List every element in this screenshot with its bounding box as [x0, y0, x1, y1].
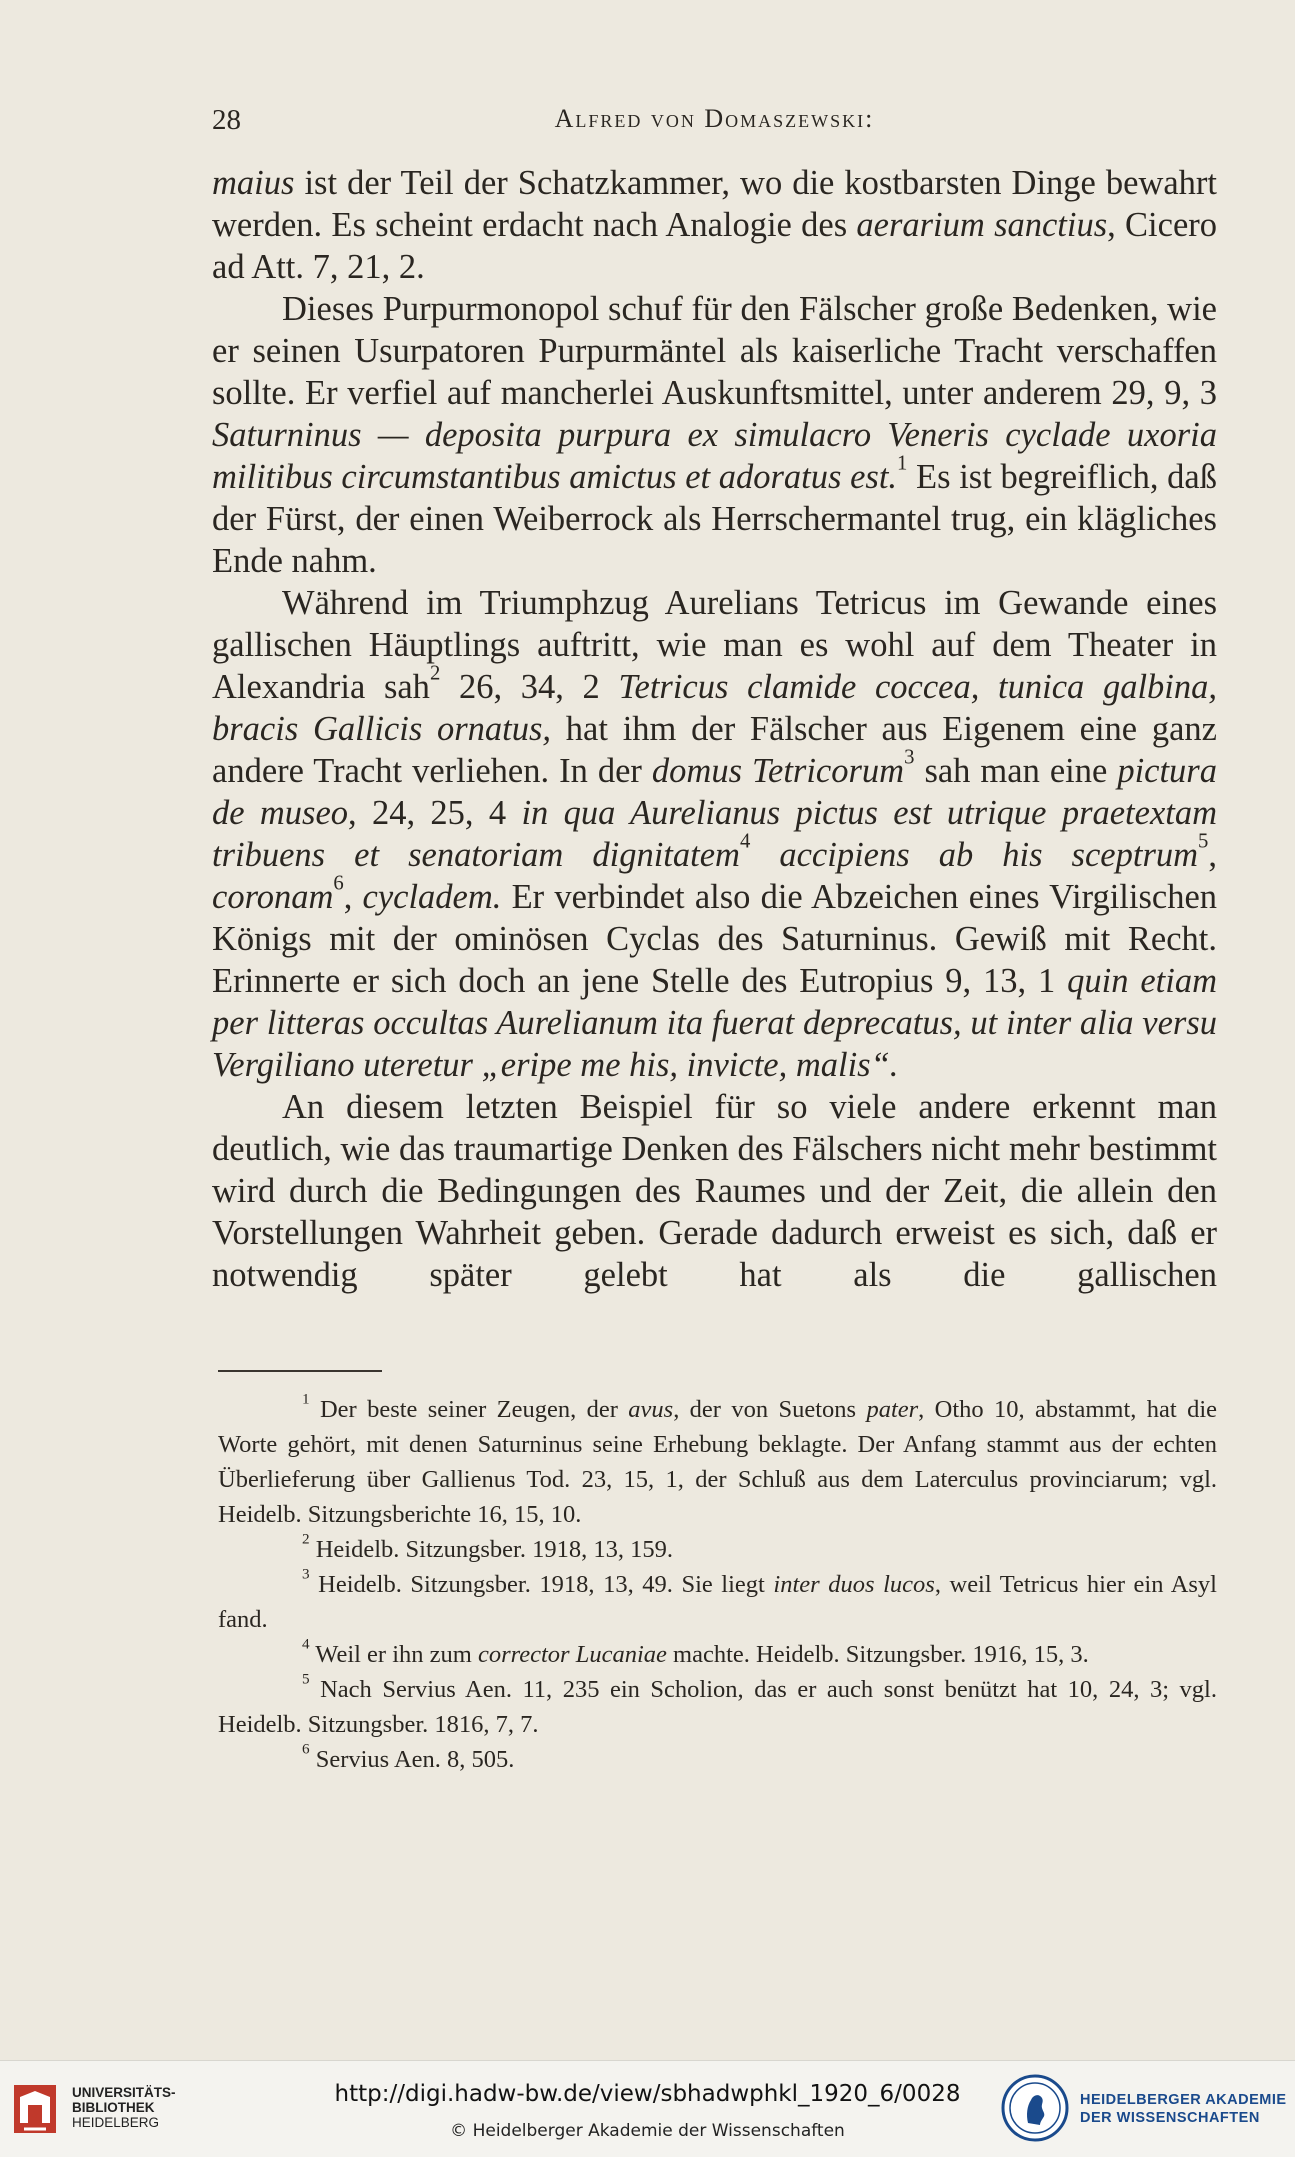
footnote — [218, 1637, 1217, 1672]
text-run: hat ihm der Fälscher aus Eigenem eine ganz andere Tracht verliehen. In der — [212, 710, 1217, 790]
text-run: Dieses Purpurmonopol schuf für den Fälscher große Bedenken, wie er seinen Usurpatoren Purpurmäntel als kaiserliche Tracht verschaffen sollte. Er verfiel auf mancherlei Auskunftsmittel, unter anderem 29, 9, 3 — [212, 290, 1217, 412]
library-name-line: HEIDELBERG — [72, 2115, 160, 2130]
permalink-url[interactable]: http://digi.hadw-bw.de/view/sbhadwphkl_1920_6/0028 — [334, 2081, 961, 2107]
text-run: Weil er ihn zum — [309, 1641, 478, 1668]
footnote-number: 3 — [302, 1565, 310, 1583]
footnote-number: 2 — [302, 1530, 310, 1548]
text-run: , — [343, 878, 363, 916]
text-run: An diesem letzten Beispiel für so viele andere erkennt man deutlich, wie das traumartige Denken des Fälschers nicht mehr bestimmt wird durch die Bedingungen des Raumes und der Zeit, die allein den Vorstellungen Wahrheit geben. Gerade dadurch erweist es sich, daß er notwendig später gelebt hat als die gallischen — [212, 1088, 1217, 1294]
italic-text: quin etiam per litteras occultas Aurelianum ita fuerat deprecatus, ut inter alia versu Vergiliano uteretur „eripe me his, invicte, malis“. — [212, 962, 1218, 1084]
footnote-marker: 3 — [904, 746, 915, 769]
italic-text: aerarium sanctius — [856, 206, 1108, 244]
text-run: Heidelb. Sitzungsber. 1918, 13, 49. Sie liegt — [309, 1571, 774, 1598]
paragraph — [212, 582, 1217, 1086]
page-header — [212, 104, 1217, 144]
footnote-number: 4 — [302, 1635, 310, 1653]
italic-text: pater — [866, 1396, 919, 1423]
footnote — [218, 1532, 1217, 1567]
text-run: Er verbindet also die Abzeichen eines Virgilischen Königs mit der ominösen Cyclas des Saturninus. Gewiß mit Recht. Erinnerte er sich doch an jene Stelle des Eutropius 9, 13, 1 — [212, 878, 1218, 1000]
italic-text: accipiens ab his sceptrum — [779, 836, 1199, 874]
academy-name-line: DER WISSENSCHAFTEN — [1080, 2110, 1260, 2126]
library-name-line: UNIVERSITÄTS- — [72, 2085, 176, 2100]
body-text — [212, 162, 1217, 1296]
page-number: 28 — [212, 104, 241, 136]
text-run: Während im Triumphzug Aurelians Tetricus im Gewande eines gallischen Häuptlings auftritt, wie man es wohl auf dem Theater in Alexandria sah — [212, 584, 1217, 706]
text-run: , Otho 10, abstammt, hat die Worte gehört, mit denen Saturninus seine Erhebung beklagte. Der Anfang stammt aus der echten Überlieferung über Gallienus Tod. 23, 15, 1, der Schluß aus dem Laterculus provinciarum; vgl. Heidelb. Sitzungsberichte 16, 15, 10. — [218, 1396, 1218, 1528]
academy-name — [1080, 2091, 1287, 2127]
italic-text: Tetricus clamide coccea, tunica galbina, bracis Gallicis ornatus, — [212, 668, 1217, 748]
text-run: machte. Heidelb. Sitzungsber. 1916, 15, 3. — [666, 1641, 1089, 1668]
italic-text: avus — [628, 1396, 674, 1423]
academy-name-line: HEIDELBERGER AKADEMIE — [1080, 2092, 1287, 2108]
footnote — [218, 1567, 1217, 1637]
viewer-footer — [0, 2060, 1295, 2157]
paragraph — [212, 162, 1217, 288]
footnote-marker: 5 — [1198, 830, 1209, 853]
footnote-separator — [218, 1370, 382, 1372]
copyright-notice: © Heidelberger Akademie der Wissenschaften — [450, 2121, 845, 2141]
footnote-marker: 6 — [333, 872, 344, 895]
footnote — [218, 1392, 1217, 1532]
italic-text: coronam — [212, 878, 334, 916]
text-run: , weil Tetricus hier ein Asyl fand. — [218, 1571, 1217, 1633]
text-run: sah man eine — [914, 752, 1118, 790]
text-run: , der von Suetons — [673, 1396, 867, 1423]
footnote-marker: 1 — [897, 452, 908, 475]
footnote-number: 6 — [302, 1740, 310, 1758]
text-run: , — [1208, 836, 1217, 874]
italic-text: cycladem. — [362, 878, 502, 916]
italic-text: maius — [212, 164, 295, 202]
paragraph — [212, 288, 1217, 582]
library-name-line: BIBLIOTHEK — [72, 2100, 155, 2115]
running-title: Alfred von Domaszewski: — [554, 104, 875, 133]
text-run: Es ist begreiflich, daß der Fürst, der einen Weiberrock als Herrschermantel trug, ein klägliches Ende nahm. — [212, 458, 1217, 580]
footnote — [218, 1742, 1217, 1777]
text-run: Heidelb. Sitzungsber. 1918, 13, 159. — [309, 1536, 673, 1563]
italic-text: inter duos lucos — [773, 1571, 935, 1598]
text-run: , 24, 25, 4 — [348, 794, 522, 832]
footnotes — [218, 1392, 1217, 1777]
text-run: Nach Servius Aen. 11, 235 ein Scholion, das er auch sonst benützt hat 10, 24, 3; vgl. Heidelb. Sitzungsber. 1816, 7, 7. — [218, 1676, 1217, 1738]
italic-text: in qua Aurelianus pictus est utrique praetextam tribuens et senatoriam dignitatem — [212, 794, 1218, 874]
academy-seal-icon — [1000, 2073, 1070, 2143]
text-run: Servius Aen. 8, 505. — [309, 1746, 515, 1773]
text-run: Der beste seiner Zeugen, der — [309, 1396, 629, 1423]
text-run: , Cicero ad Att. 7, 21, 2. — [212, 206, 1218, 286]
paragraph — [212, 1086, 1217, 1296]
footnote-marker: 4 — [739, 830, 751, 853]
footnote-number: 1 — [302, 1390, 310, 1408]
italic-text: Saturninus — deposita purpura ex simulacro Veneris cyclade uxoria militibus circumstantibus amictus et adoratus est. — [212, 416, 1217, 496]
text-run: ist der Teil der Schatzkammer, wo die kostbarsten Dinge bewahrt werden. Es scheint erdacht nach Analogie des — [212, 164, 1217, 244]
italic-text: corrector Lucaniae — [477, 1641, 667, 1668]
text-run — [750, 836, 779, 874]
text-run: 26, 34, 2 — [440, 668, 619, 706]
footnote-number: 5 — [302, 1670, 310, 1688]
footnote — [218, 1672, 1217, 1742]
footnote-marker: 2 — [429, 662, 441, 685]
italic-text: domus Tetricorum — [651, 752, 905, 790]
italic-text: pictura de museo — [212, 752, 1217, 832]
